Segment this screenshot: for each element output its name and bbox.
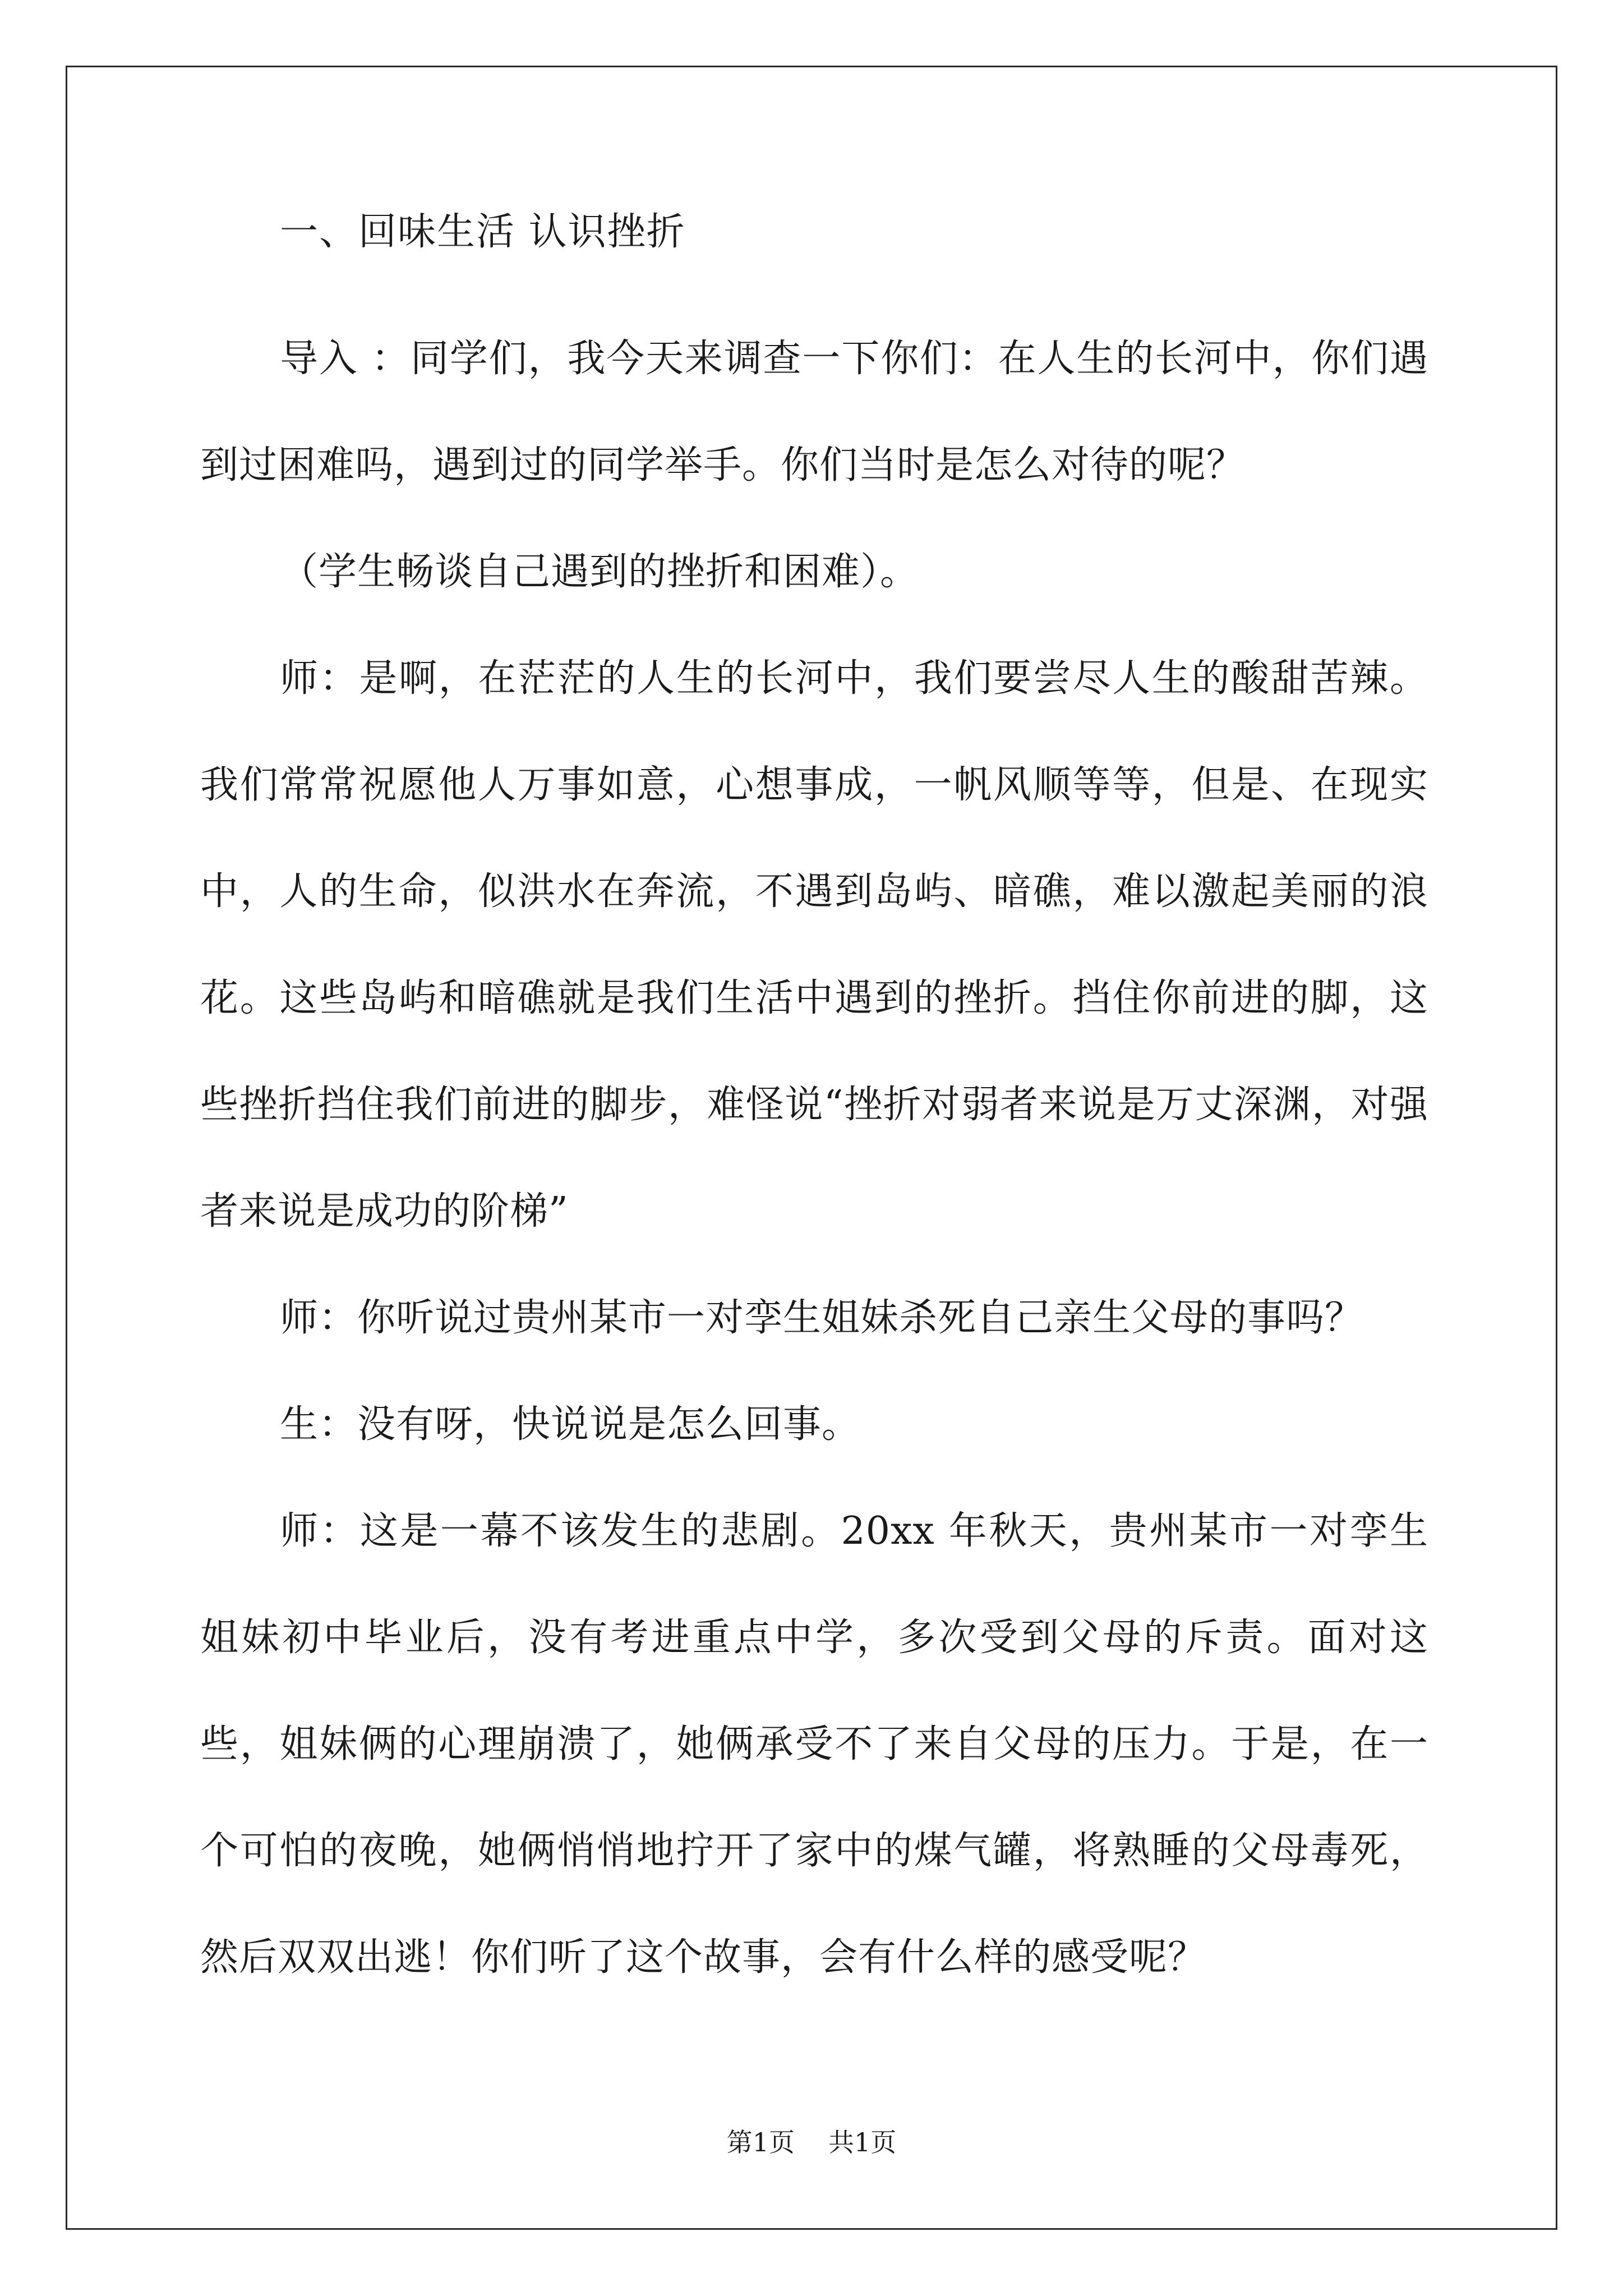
page-total: 共1页	[828, 2127, 897, 2157]
page-footer	[0, 2129, 1623, 2155]
paragraph-teacher-reflection: 师：是啊，在茫茫的人生的长河中，我们要尝尽人生的酸甜苦辣。我们常常祝愿他人万事如意，心想事成，一帆风顺等等，但是、在现实中，人的生命，似洪水在奔流，不遇到岛屿、暗礁，难以激起美丽的浪花。这些岛屿和暗礁就是我们生活中遇到的挫折。挡住你前进的脚，这些挫折挡住我们前进的脚步，难怪说“挫折对弱者来说是万丈深渊，对强者来说是成功的阶梯”	[200, 656, 1428, 1234]
paragraph-student-response: （学生畅谈自己遇到的挫折和困难）。	[280, 550, 919, 594]
page-number: 第1页	[726, 2127, 795, 2157]
paragraph-teacher-question: 师：你听说过贵州某市一对孪生姐妹杀死自己亲生父母的事吗？	[280, 1296, 1364, 1340]
document-body	[200, 210, 1428, 2011]
section-heading: 一、回味生活 认识挫折	[280, 210, 686, 254]
paragraph-intro: 导入 ：同学们，我今天来调查一下你们：在人生的长河中，你们遇到过困难吗，遇到过的同学举手。你们当时是怎么对待的呢？	[200, 337, 1428, 487]
paragraph-student-reply: 生：没有呀，快说说是怎么回事。	[280, 1402, 861, 1447]
paragraph-teacher-story: 师：这是一幕不该发生的悲剧。20xx 年秋天，贵州某市一对孪生姐妹初中毕业后，没有考进重点中学，多次受到父母的斥责。面对这些，姐妹俩的心理崩溃了，她俩承受不了来自父母的压力。于是，在一个可怕的夜晚，她俩悄悄地拧开了家中的煤气罐，将熟睡的父母毒死，然后双双出逃！你们听了这个故事，会有什么样的感受呢？	[200, 1509, 1428, 1980]
